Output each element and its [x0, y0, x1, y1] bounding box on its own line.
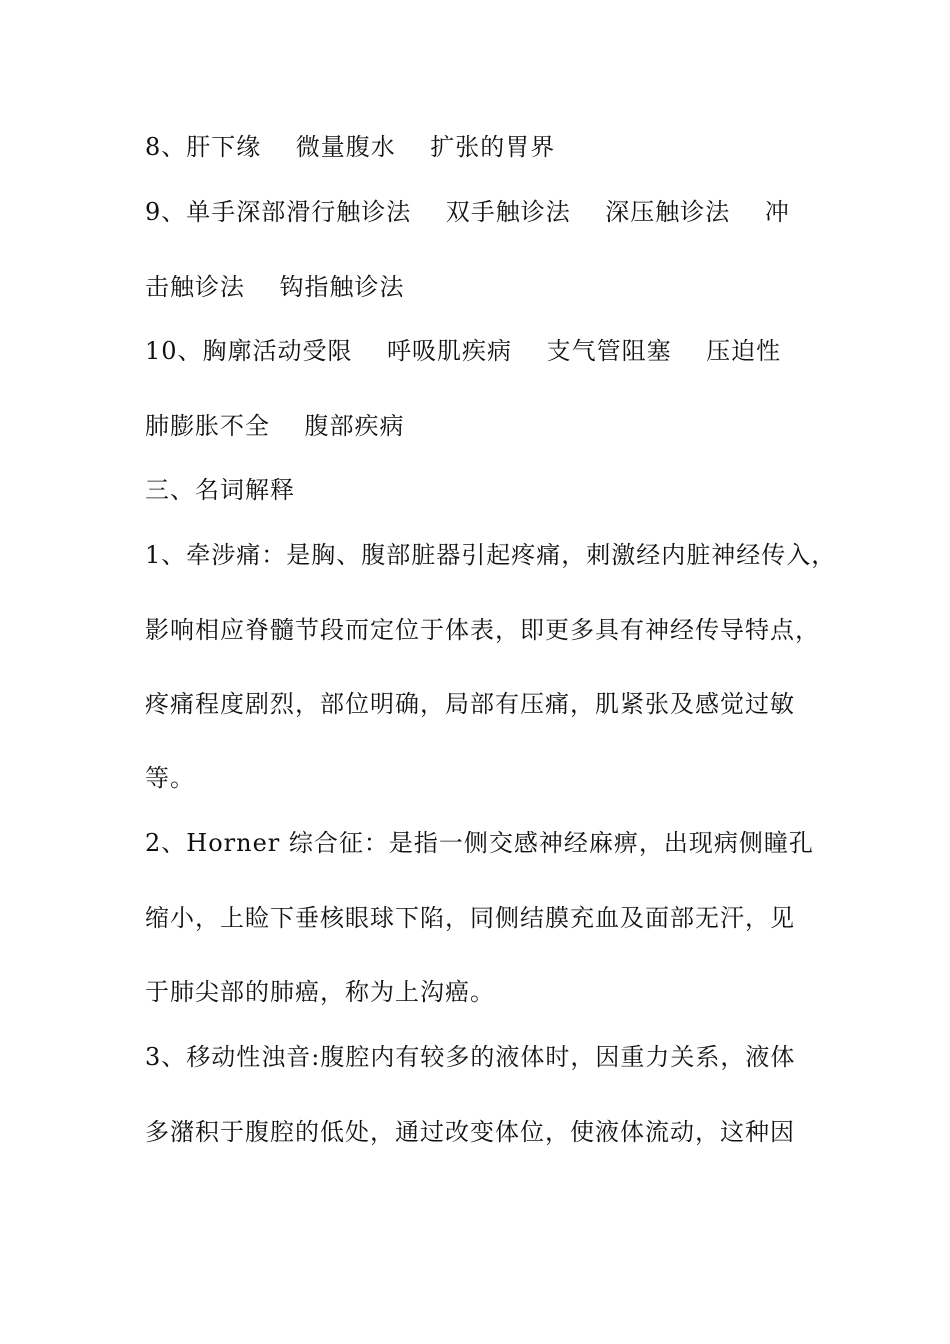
- term-1-line-3: 疼痛程度剧烈，部位明确，局部有压痛，肌紧张及感觉过敏: [145, 690, 795, 718]
- answer-line-10-part2: 肺膨胀不全 腹部疾病: [145, 412, 405, 440]
- answer-line-9-part1: 9、单手深部滑行触诊法 双手触诊法 深压触诊法 冲: [145, 198, 790, 226]
- answer-line-10-part1: 10、胸廓活动受限 呼吸肌疾病 支气管阻塞 压迫性: [145, 337, 782, 365]
- answer-line-8: 8、肝下缘 微量腹水 扩张的胃界: [145, 133, 556, 161]
- term-1-line-2: 影响相应脊髓节段而定位于体表，即更多具有神经传导特点，: [145, 616, 820, 644]
- answer-line-9-part2: 击触诊法 钩指触诊法: [145, 273, 405, 301]
- term-3-line-1: 3、移动性浊音:腹腔内有较多的液体时，因重力关系，液体: [145, 1043, 796, 1071]
- term-1-line-4: 等。: [145, 764, 195, 792]
- term-2-line-1: 2、Horner 综合征：是指一侧交感神经麻痹，出现病侧瞳孔: [145, 829, 814, 857]
- section-heading: 三、名词解释: [145, 476, 295, 504]
- term-2-line-2: 缩小，上睑下垂核眼球下陷，同侧结膜充血及面部无汗，见: [145, 904, 795, 932]
- term-2-line-3: 于肺尖部的肺癌，称为上沟癌。: [145, 978, 495, 1006]
- term-1-line-1: 1、牵涉痛：是胸、腹部脏器引起疼痛，刺激经内脏神经传入，: [145, 541, 837, 569]
- term-3-line-2: 多潴积于腹腔的低处，通过改变体位，使液体流动，这种因: [145, 1118, 795, 1146]
